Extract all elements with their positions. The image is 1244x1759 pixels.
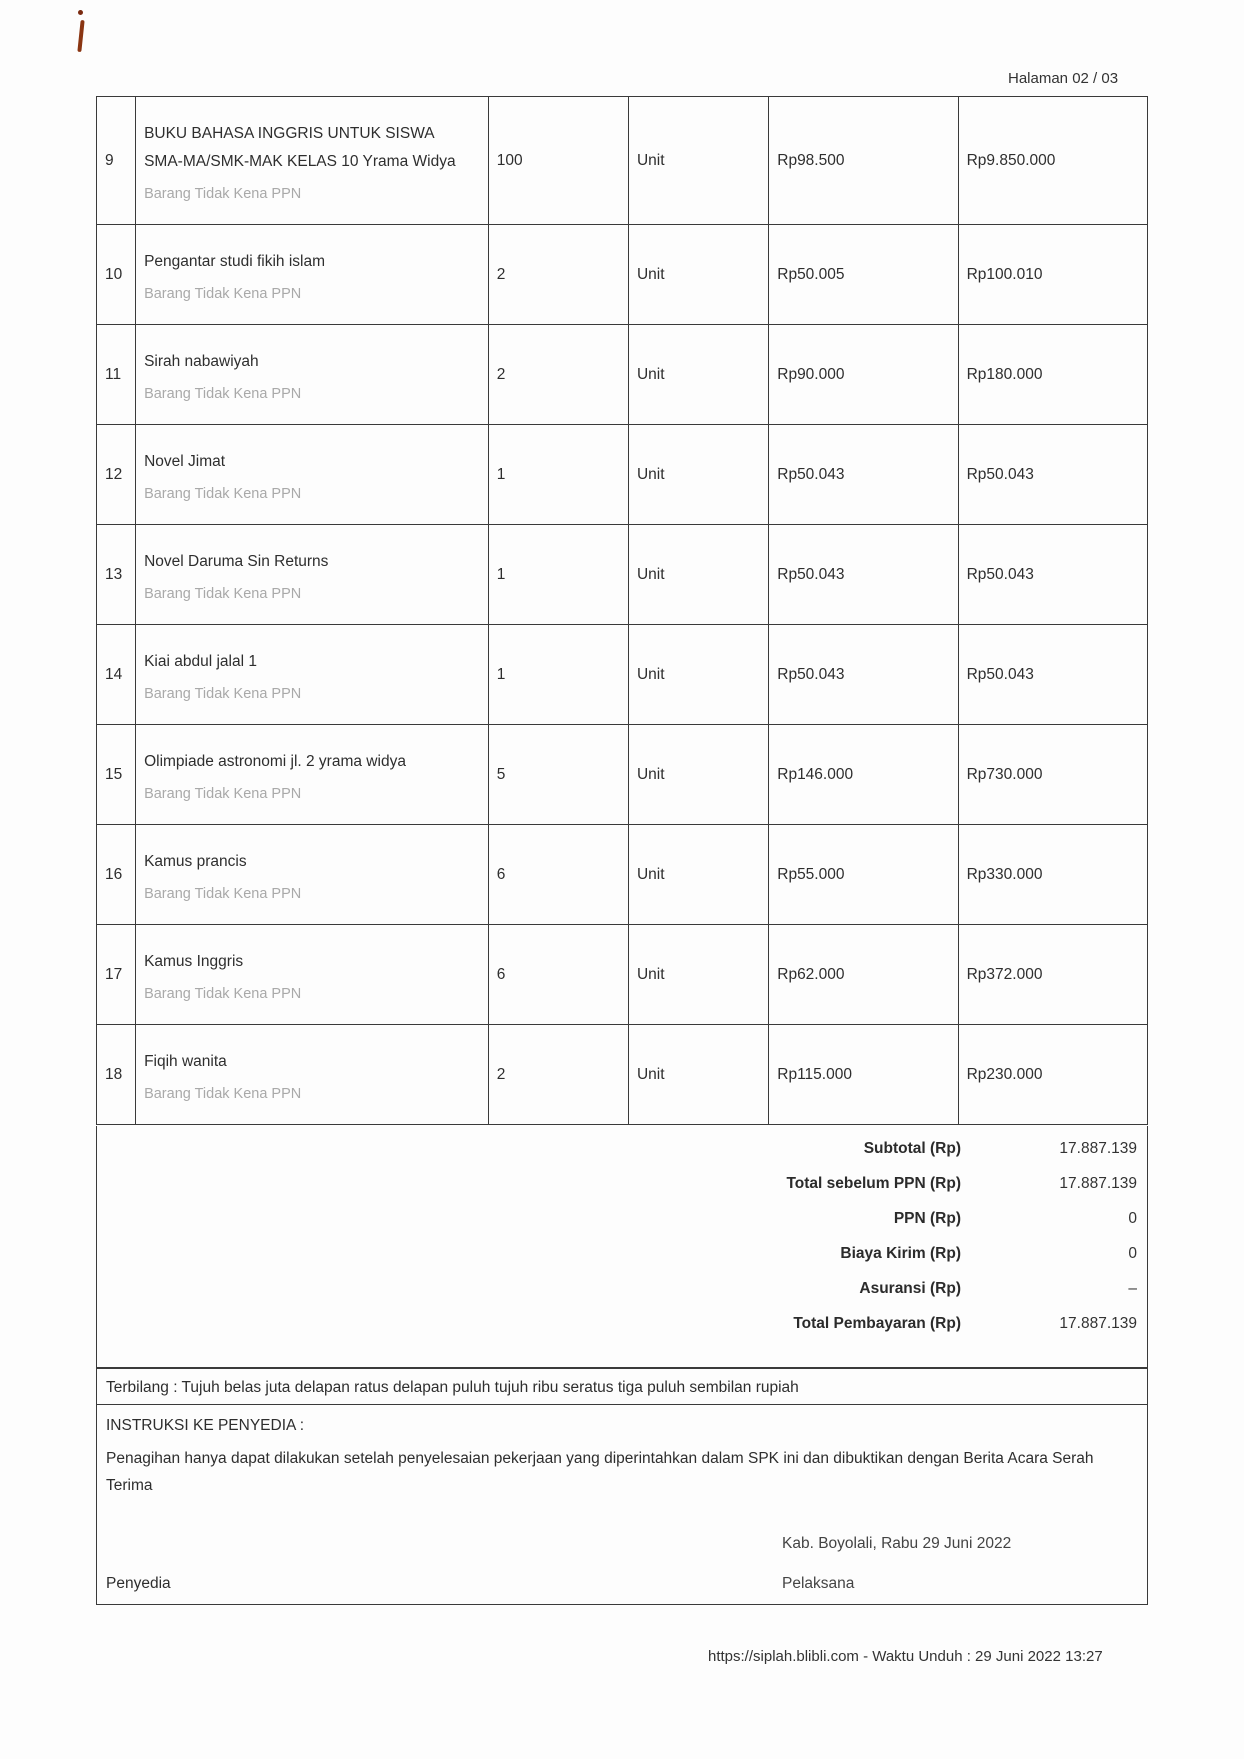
summary-value: 17.887.139 <box>1059 1175 1137 1192</box>
item-description <box>136 1025 489 1125</box>
summary-label: PPN (Rp) <box>893 1210 961 1227</box>
footer-source: https://siplah.blibli.com - Waktu Unduh : 29 Juni 2022 13:27 <box>708 1648 1103 1665</box>
item-name: Kiai abdul jalal 1 <box>144 652 257 670</box>
summary-line <box>97 1140 1147 1162</box>
summary-label: Total sebelum PPN (Rp) <box>786 1175 961 1192</box>
item-quantity: 6 <box>488 925 628 1025</box>
item-line-total: Rp230.000 <box>958 1025 1147 1125</box>
item-tax-status: Barang Tidak Kena PPN <box>144 485 302 502</box>
table-row <box>97 925 1148 1025</box>
item-unit: Unit <box>628 425 768 525</box>
items-table <box>96 96 1148 1125</box>
item-line-total: Rp372.000 <box>958 925 1147 1025</box>
item-number: 13 <box>97 525 136 625</box>
item-line-total: Rp50.043 <box>958 525 1147 625</box>
summary-line <box>97 1280 1147 1302</box>
item-quantity: 6 <box>488 825 628 925</box>
item-line-total: Rp9.850.000 <box>958 97 1147 225</box>
ink-mark <box>78 10 84 54</box>
item-description <box>136 825 489 925</box>
table-row <box>97 825 1148 925</box>
item-number: 14 <box>97 625 136 725</box>
item-unit: Unit <box>628 97 768 225</box>
item-line-total: Rp730.000 <box>958 725 1147 825</box>
item-quantity: 1 <box>488 625 628 725</box>
item-quantity: 100 <box>488 97 628 225</box>
item-tax-status: Barang Tidak Kena PPN <box>144 785 302 802</box>
item-tax-status: Barang Tidak Kena PPN <box>144 985 302 1002</box>
instructions-section <box>96 1405 1148 1605</box>
item-name: Novel Jimat <box>144 452 226 470</box>
summary-value: 0 <box>1128 1245 1137 1262</box>
table-row <box>97 97 1148 225</box>
item-number: 11 <box>97 325 136 425</box>
item-number: 18 <box>97 1025 136 1125</box>
summary-section <box>96 1126 1148 1368</box>
item-description <box>136 425 489 525</box>
item-quantity: 2 <box>488 225 628 325</box>
item-name: Olimpiade astronomi jl. 2 yrama widya <box>144 752 406 770</box>
item-unit-price: Rp115.000 <box>769 1025 958 1125</box>
summary-value: – <box>1128 1280 1137 1297</box>
item-description <box>136 725 489 825</box>
item-unit: Unit <box>628 1025 768 1125</box>
item-tax-status: Barang Tidak Kena PPN <box>144 185 302 202</box>
item-number: 15 <box>97 725 136 825</box>
item-number: 17 <box>97 925 136 1025</box>
item-name: BUKU BAHASA INGGRIS UNTUK SISWA <box>144 124 435 142</box>
item-unit-price: Rp55.000 <box>769 825 958 925</box>
summary-value: 0 <box>1128 1210 1137 1227</box>
item-name-line2: SMA-MA/SMK-MAK KELAS 10 Yrama Widya <box>144 152 456 170</box>
item-line-total: Rp100.010 <box>958 225 1147 325</box>
item-name: Fiqih wanita <box>144 1052 227 1070</box>
item-quantity: 1 <box>488 425 628 525</box>
item-unit-price: Rp50.043 <box>769 625 958 725</box>
provider-label: Penyedia <box>106 1575 171 1592</box>
item-line-total: Rp50.043 <box>958 425 1147 525</box>
item-quantity: 1 <box>488 525 628 625</box>
item-tax-status: Barang Tidak Kena PPN <box>144 385 302 402</box>
summary-value: 17.887.139 <box>1059 1140 1137 1157</box>
item-number: 12 <box>97 425 136 525</box>
table-row <box>97 1025 1148 1125</box>
item-description <box>136 625 489 725</box>
item-quantity: 5 <box>488 725 628 825</box>
item-tax-status: Barang Tidak Kena PPN <box>144 1085 302 1102</box>
instructions-title: INSTRUKSI KE PENYEDIA : <box>106 1417 305 1434</box>
item-name: Pengantar studi fikih islam <box>144 252 325 270</box>
table-row <box>97 425 1148 525</box>
summary-line <box>97 1245 1147 1267</box>
item-description <box>136 325 489 425</box>
place-date: Kab. Boyolali, Rabu 29 Juni 2022 <box>782 1535 1012 1552</box>
item-description <box>136 225 489 325</box>
item-number: 16 <box>97 825 136 925</box>
item-tax-status: Barang Tidak Kena PPN <box>144 685 302 702</box>
item-unit-price: Rp50.043 <box>769 425 958 525</box>
item-line-total: Rp180.000 <box>958 325 1147 425</box>
item-description <box>136 525 489 625</box>
item-unit-price: Rp146.000 <box>769 725 958 825</box>
table-row <box>97 525 1148 625</box>
summary-label: Subtotal (Rp) <box>863 1140 961 1157</box>
spelled-total: Terbilang : Tujuh belas juta delapan ratus delapan puluh tujuh ribu seratus tiga puluh sembilan rupiah <box>96 1368 1148 1405</box>
table-row <box>97 725 1148 825</box>
item-unit-price: Rp50.005 <box>769 225 958 325</box>
table-row <box>97 625 1148 725</box>
item-tax-status: Barang Tidak Kena PPN <box>144 285 302 302</box>
item-quantity: 2 <box>488 1025 628 1125</box>
item-line-total: Rp50.043 <box>958 625 1147 725</box>
summary-line <box>97 1175 1147 1197</box>
summary-line <box>97 1315 1147 1337</box>
executor-label: Pelaksana <box>782 1575 855 1592</box>
item-unit: Unit <box>628 225 768 325</box>
item-line-total: Rp330.000 <box>958 825 1147 925</box>
item-description <box>136 97 489 225</box>
table-row <box>97 325 1148 425</box>
item-unit: Unit <box>628 725 768 825</box>
page-number: Halaman 02 / 03 <box>1008 70 1119 87</box>
item-number: 9 <box>97 97 136 225</box>
item-name: Kamus prancis <box>144 852 247 870</box>
item-unit-price: Rp90.000 <box>769 325 958 425</box>
summary-line <box>97 1210 1147 1232</box>
summary-value: 17.887.139 <box>1059 1315 1137 1332</box>
summary-label: Biaya Kirim (Rp) <box>840 1245 961 1262</box>
item-unit: Unit <box>628 925 768 1025</box>
item-tax-status: Barang Tidak Kena PPN <box>144 885 302 902</box>
item-description <box>136 925 489 1025</box>
item-unit: Unit <box>628 625 768 725</box>
summary-label: Total Pembayaran (Rp) <box>793 1315 961 1332</box>
item-name: Sirah nabawiyah <box>144 352 259 370</box>
item-unit-price: Rp50.043 <box>769 525 958 625</box>
item-tax-status: Barang Tidak Kena PPN <box>144 585 302 602</box>
instructions-body: Penagihan hanya dapat dilakukan setelah penyelesaian pekerjaan yang diperintahkan dalam SPK ini dan dibuktikan dengan Berita Acara Serah Terima <box>106 1450 1094 1494</box>
item-name: Kamus Inggris <box>144 952 244 970</box>
item-quantity: 2 <box>488 325 628 425</box>
item-unit: Unit <box>628 525 768 625</box>
item-unit: Unit <box>628 325 768 425</box>
table-row <box>97 225 1148 325</box>
item-name: Novel Daruma Sin Returns <box>144 552 329 570</box>
item-unit: Unit <box>628 825 768 925</box>
item-unit-price: Rp98.500 <box>769 97 958 225</box>
item-unit-price: Rp62.000 <box>769 925 958 1025</box>
summary-label: Asuransi (Rp) <box>859 1280 961 1297</box>
item-number: 10 <box>97 225 136 325</box>
